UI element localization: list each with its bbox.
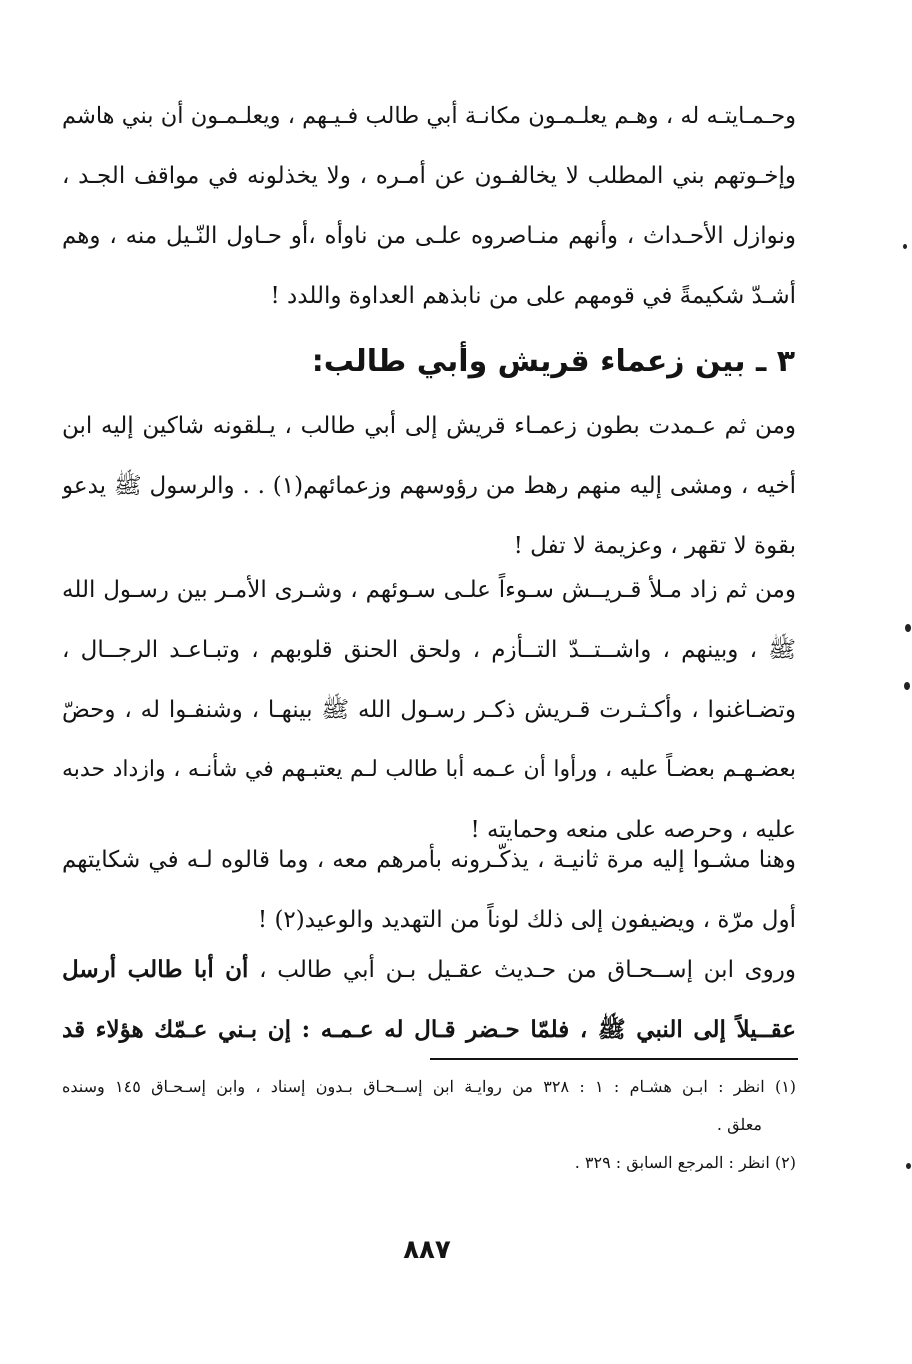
page-number: ٨٨٧ bbox=[403, 1235, 451, 1265]
narration-text-bold: عقــيلاً إلى النبي ﷺ ، bbox=[569, 1016, 796, 1043]
text-line: ومن ثم زاد مـلأ قـريــش سـوءاً علـى سـوئهم ، وشـرى الأمـر بين رسـول الله bbox=[62, 577, 796, 603]
scan-speck bbox=[904, 682, 910, 690]
narration-text: وروى ابن إســحـاق من حـديث عقـيل بـن أبي طالب ، bbox=[248, 957, 796, 983]
paragraph-intro-continuation bbox=[62, 86, 796, 326]
paragraph-second-visit bbox=[62, 830, 796, 950]
text-line: أخيه ، ومشى إليه منهم رهط من رؤوسهم وزعمائهم(١) . . والرسول ﷺ يدعو bbox=[62, 473, 796, 499]
footnote-1-continuation: معلق . bbox=[716, 1115, 762, 1134]
text-line: بعضـهـم بعضـاً عليه ، ورأوا أن عـمه أبا طالب لـم يعتبـهم في شأنـه ، وازداد حدبه bbox=[62, 757, 796, 782]
text-line: ومن ثم عـمدت بطون زعمـاء قريش إلى أبي طالب ، يـلقونه شاكين إليه ابن bbox=[62, 413, 796, 439]
text-line bbox=[62, 940, 796, 1000]
footnote-1: (١) انظر : ابـن هشـام : ١ : ٣٢٨ من روايـة ابن إســحـاق بـدون إسناد ، وابن إسـحـاق ١٤٥ وسنده bbox=[62, 1077, 796, 1096]
scan-speck bbox=[905, 624, 911, 632]
text-line: ﷺ ، وبينهم ، واشــتــدّ التــأزم ، ولحق الحنق قلوبهم ، وتبـاعـد الرجــال ، bbox=[62, 637, 796, 663]
text-line bbox=[62, 1000, 796, 1060]
scan-speck bbox=[906, 1163, 911, 1169]
text-line: وهنا مشـوا إليه مرة ثانيـة ، يذكّـرونه بأمرهم معه ، وما قالوه لـه في شكايتهم bbox=[62, 847, 796, 873]
footnotes bbox=[62, 1068, 796, 1182]
text-line: وإخـوتهم بني المطلب لا يخالفـون عن أمـره ، ولا يخذلونه في مواقف الجـد ، bbox=[62, 163, 796, 189]
text-line: عليه ، وحرصه على منعه وحمايته ! bbox=[470, 817, 796, 843]
paragraph-aqil-narration bbox=[62, 940, 796, 1060]
text-line: بقوة لا تقهر ، وعزيمة لا تفل ! bbox=[513, 533, 796, 559]
text-line: ونوازل الأحـداث ، وأنهم منـاصروه علـى من ناوأه ،أو حـاول النّـيل منه ، وهم bbox=[62, 223, 796, 249]
footnote-2: (٢) انظر : المرجع السابق : ٣٢٩ . bbox=[574, 1153, 796, 1172]
narration-text-bold: فلمّا حـضر قـال له عـمـه : إن بـني عـمّك هؤلاء قد bbox=[62, 1016, 570, 1043]
text-line: وتضـاغنوا ، وأكـثـرت قـريش ذكـر رسـول الله ﷺ بينهـا ، وشنفـوا له ، وحضّ bbox=[62, 697, 796, 723]
text-line: وحـمـايتـه له ، وهـم يعلـمـون مكانـة أبي طالب فـيـهم ، ويعلـمـون أن بني هاشم bbox=[62, 103, 796, 129]
paragraph-quraysh-leaders bbox=[62, 396, 796, 576]
narration-text-bold: أن أبا طالب أرسل bbox=[62, 956, 249, 983]
text-line: أشـدّ شكيمةً في قومهم على من نابذهم العداوة واللدد ! bbox=[270, 283, 796, 309]
footnote-divider bbox=[430, 1058, 798, 1060]
paragraph-tension bbox=[62, 560, 796, 860]
section-heading: ٣ ـ بين زعماء قريش وأبي طالب: bbox=[311, 344, 795, 379]
scan-speck bbox=[903, 244, 907, 249]
text-line: أول مرّة ، ويضيفون إلى ذلك لوناً من التهديد والوعيد(٢) ! bbox=[257, 907, 796, 933]
